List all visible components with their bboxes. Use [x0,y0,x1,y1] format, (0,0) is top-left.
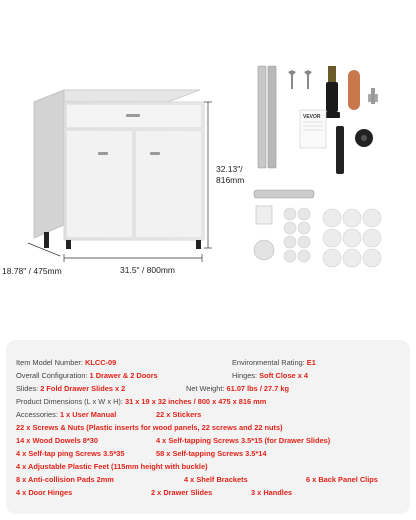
spec-configuration: Overall Configuration: 1 Drawer & 2 Doors [16,371,158,380]
specifications-card [6,340,410,514]
spec-pads: 8 x Anti-collision Pads 2mm [16,475,114,484]
spec-self-tap-drawer: 4 x Self-tapping Screws 3.5*15 (for Drawer Slides) [156,436,331,445]
hardware-parts-illustration [240,60,410,320]
spec-drawer-slides: 2 x Drawer Slides [151,488,213,497]
spec-self-tap-14: 58 x Self-tapping Screws 3.5*14 [156,449,267,458]
spec-stickers: 22 x Stickers [156,410,202,419]
spec-dimensions: Product Dimensions (L x W x H): 31 x 19 x 32 inches / 800 x 475 x 816 mm [16,397,267,406]
spec-accessories: Accessories: 1 x User Manual [16,410,117,419]
spec-feet: 4 x Adjustable Plastic Feet (115mm height with buckle) [16,462,208,471]
spec-back-clips: 6 x Back Panel Clips [306,475,378,484]
spec-shelf-brackets: 4 x Shelf Brackets [184,475,248,484]
spec-screws-nuts: 22 x Screws & Nuts (Plastic inserts for wood panels, 22 screws and 22 nuts) [16,423,283,432]
spec-model: Item Model Number: KLCC-09 [16,358,117,367]
height-dimension-label: 32.13"/ 816mm [216,164,245,185]
spec-self-tap-35: 4 x Self-tap ping Screws 3.5*35 [16,449,125,458]
depth-dimension-label: 18.78" / 475mm [2,266,62,276]
spec-handles: 3 x Handles [251,488,293,497]
cabinet-illustration [0,60,260,340]
spec-dowels: 14 x Wood Dowels 8*30 [16,436,99,445]
spec-net-weight: Net Weight: 61.07 lbs / 27.7 kg [186,384,289,393]
spec-slides: Slides: 2 Fold Drawer Slides x 2 [16,384,126,393]
spec-environmental-rating: Environmental Rating: E1 [232,358,316,367]
spec-hinges: Hinges: Soft Close x 4 [232,371,308,380]
width-dimension-label: 31.5" / 800mm [120,265,175,275]
manual-brand: VEVOR [303,114,321,120]
spec-door-hinges: 4 x Door Hinges [16,488,73,497]
